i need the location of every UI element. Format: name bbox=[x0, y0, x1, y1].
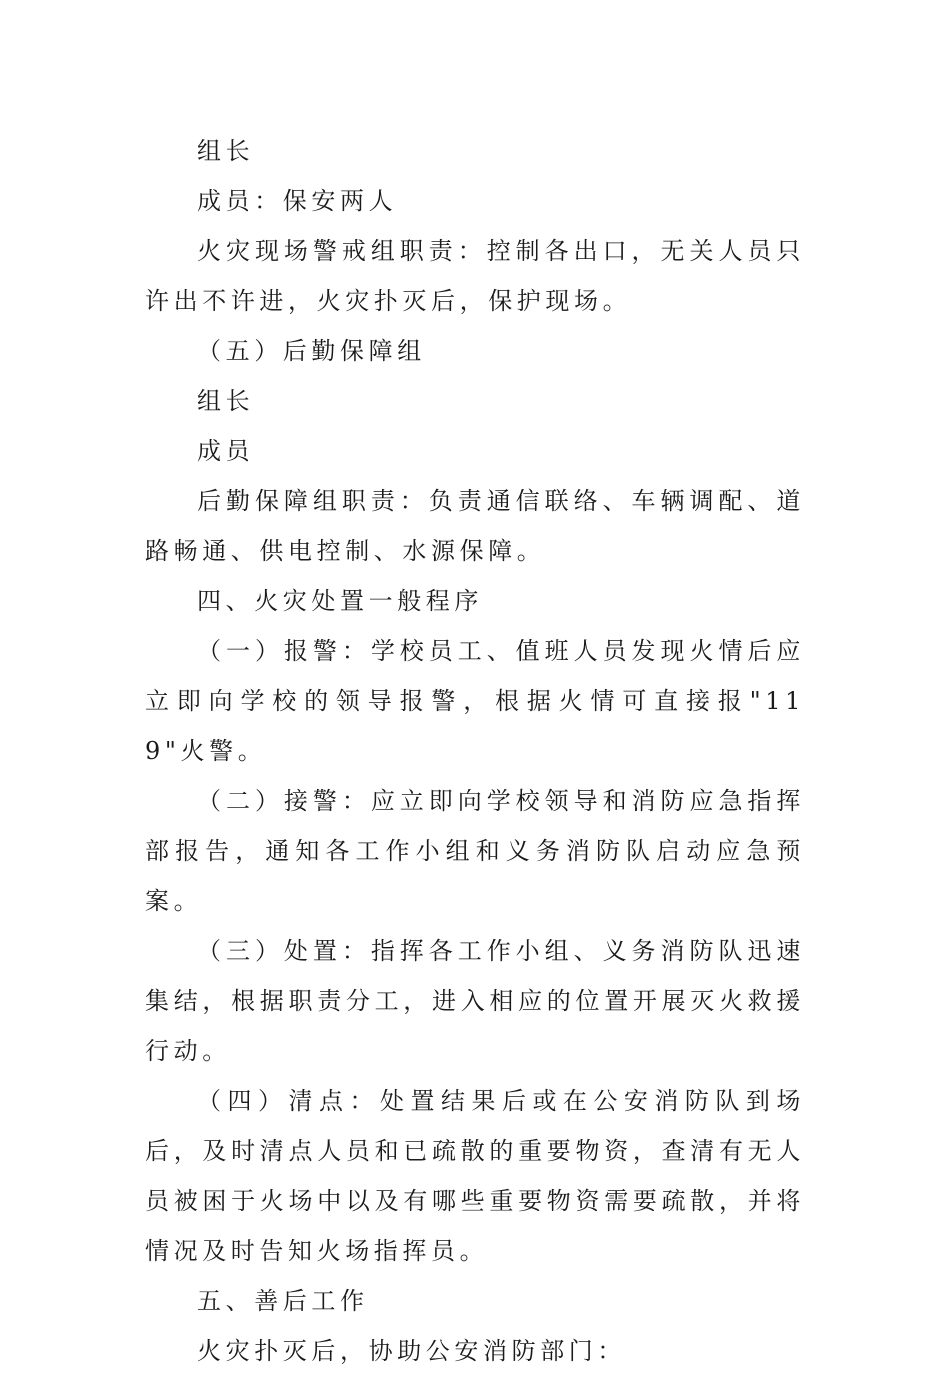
paragraph-step-count: （四）清点：处置结果后或在公安消防队到场后，及时清点人员和已疏散的重要物资，查清有无人员被困于火场中以及有哪些重要物资需要疏散，并将情况及时告知火场指挥员。 bbox=[145, 1087, 805, 1265]
paragraph-step-handle: （三）处置：指挥各工作小组、义务消防队迅速集结，根据职责分工，进入相应的位置开展灭火救援行动。 bbox=[145, 937, 805, 1065]
section-heading-logistics: （五）后勤保障组 bbox=[197, 337, 426, 365]
paragraph-cordon-duties: 火灾现场警戒组职责：控制各出口，无关人员只许出不许进，火灾扑灭后，保护现场。 bbox=[145, 237, 805, 315]
paragraph-step-receive: （二）接警：应立即向学校领导和消防应急指挥部报告，通知各工作小组和义务消防队启动应急预案。 bbox=[145, 787, 805, 915]
paragraph-members-security: 成员：保安两人 bbox=[197, 187, 398, 215]
paragraph-logistics-leader: 组长 bbox=[197, 387, 255, 415]
section-heading-fire-procedure: 四、火灾处置一般程序 bbox=[197, 587, 483, 615]
section-heading-aftermath: 五、善后工作 bbox=[197, 1287, 369, 1315]
paragraph-aftermath-intro: 火灾扑灭后，协助公安消防部门： bbox=[197, 1337, 626, 1365]
paragraph-group-leader: 组长 bbox=[197, 137, 255, 165]
paragraph-logistics-duties: 后勤保障组职责：负责通信联络、车辆调配、道路畅通、供电控制、水源保障。 bbox=[145, 487, 805, 565]
document-body bbox=[145, 126, 805, 1376]
paragraph-logistics-members: 成员 bbox=[197, 437, 255, 465]
paragraph-step-alarm: （一）报警：学校员工、值班人员发现火情后应立即向学校的领导报警，根据火情可直接报"119"火警。 bbox=[145, 637, 805, 765]
